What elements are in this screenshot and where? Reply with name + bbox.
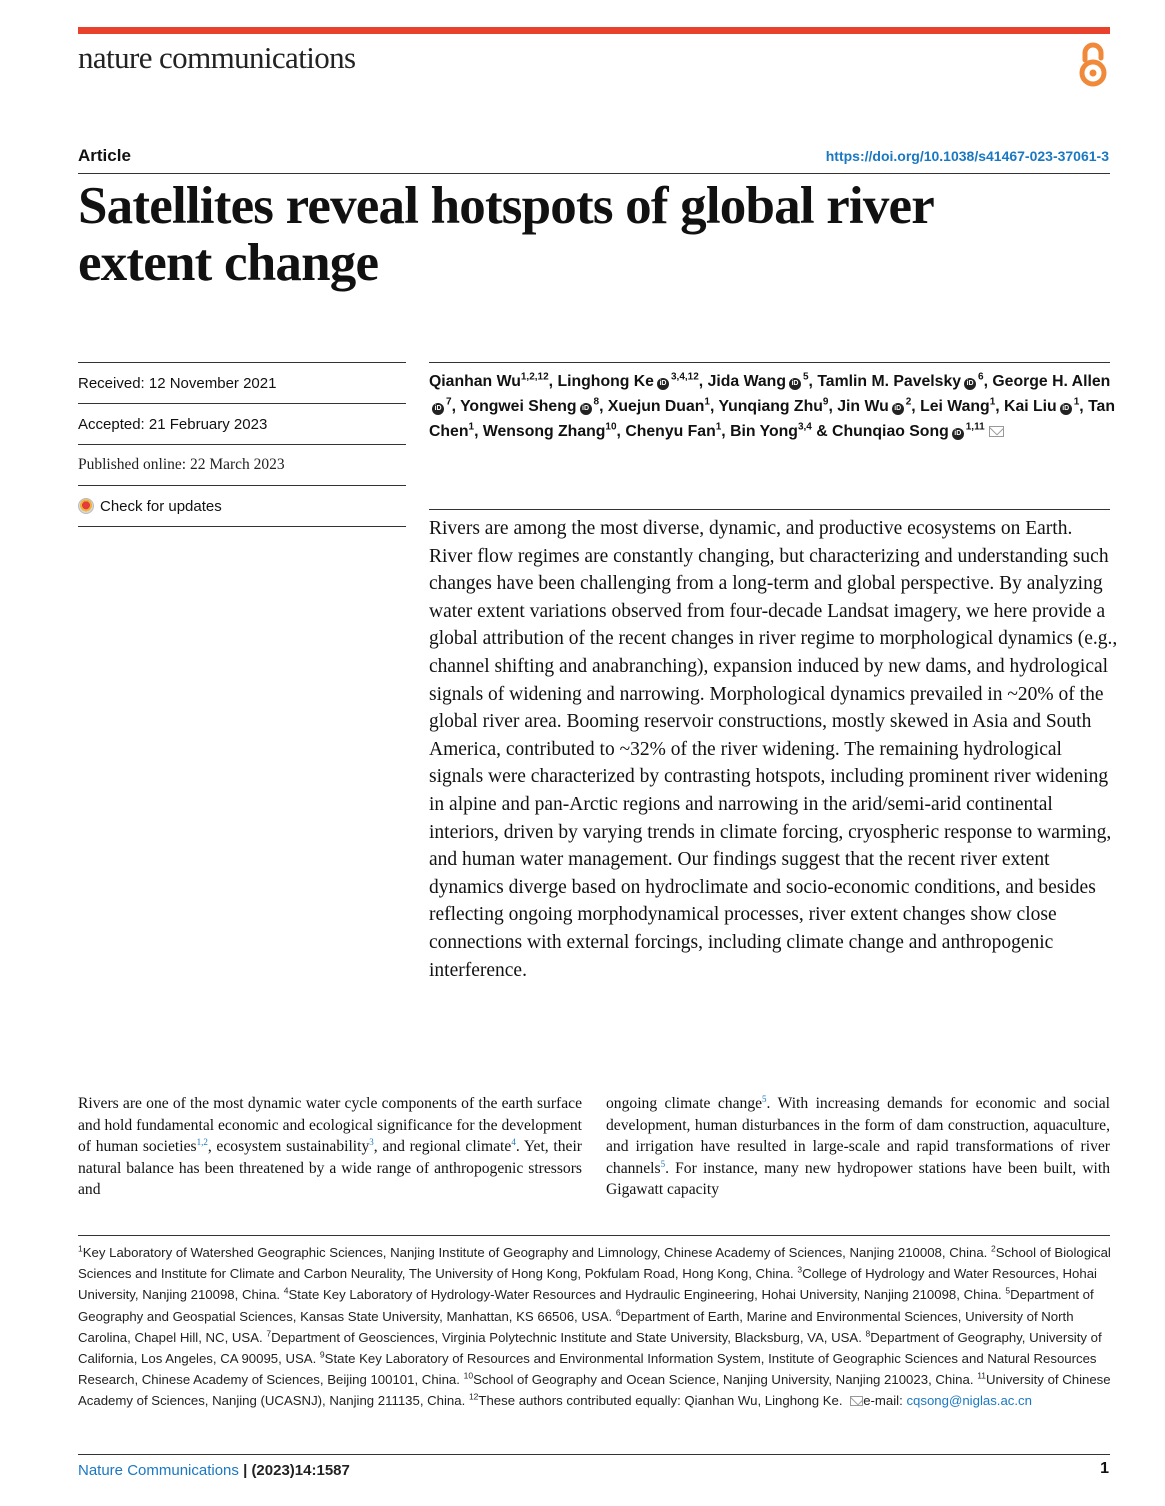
author-name[interactable]: Xuejun Duan	[607, 398, 705, 415]
affiliation-number: 9	[319, 1349, 325, 1360]
publication-dates-panel	[78, 362, 406, 527]
author-affiliation-marker: 1	[989, 396, 996, 408]
author-separator: ,	[721, 423, 731, 440]
body-text: . For instance, many new hydropower stations have been built, with Gigawatt capacity	[606, 1159, 1110, 1199]
author-affiliation-marker: 10	[605, 421, 617, 433]
footer-journal-link[interactable]: Nature Communications	[78, 1462, 239, 1479]
author-affiliation-marker: 2	[905, 396, 912, 408]
published-date: Published online: 22 March 2023	[78, 444, 406, 485]
received-date: Received: 12 November 2021	[78, 362, 406, 403]
footer-divider	[78, 1454, 1110, 1455]
footer-volume: | (2023)14:1587	[238, 1462, 350, 1479]
body-text: , ecosystem sustainability	[207, 1138, 370, 1156]
affiliation-text: Key Laboratory of Watershed Geographic Sciences, Nanjing Institute of Geography and Limnology, Chinese Academy of Sciences, Nanjing 210008, China.	[82, 1245, 992, 1260]
affiliation-text: Department of Geosciences, Virginia Polytechnic Institute and State University, Blacksburg, VA, USA.	[271, 1329, 866, 1345]
author-separator: &	[811, 423, 833, 440]
check-for-updates-button[interactable]	[78, 485, 406, 527]
author-name[interactable]: Wensong Zhang	[482, 423, 606, 440]
author-name[interactable]: Yunqiang Zhu	[718, 398, 823, 415]
orcid-icon[interactable]: iD	[789, 378, 801, 390]
affiliation-text: School of Geography and Ocean Science, Nanjing University, Nanjing 210023, China.	[473, 1372, 978, 1388]
affiliations-divider	[78, 1235, 1110, 1236]
article-type-label: Article	[78, 146, 131, 165]
author-affiliation-marker: 1,11	[965, 421, 985, 433]
author-name[interactable]: Linghong Ke	[557, 373, 654, 390]
author-separator: ,	[616, 423, 626, 440]
journal-name: nature communications	[78, 40, 356, 75]
body-text: . Yet, their natural balance has been threatened by a wide range of anthropogenic stressors and	[78, 1138, 582, 1199]
author-name[interactable]: Yongwei Sheng	[460, 398, 577, 415]
author-separator: ,	[995, 398, 1005, 415]
author-name[interactable]: Tan Chen	[429, 398, 1115, 440]
author-affiliation-marker: 5	[802, 371, 809, 383]
author-affiliation-marker: 9	[822, 396, 829, 408]
affiliation-number: 7	[266, 1328, 272, 1339]
body-text: Rivers are one of the most dynamic water cycle components of the earth surface and hold fundamental economic and ecological significance for the development of human societies	[78, 1095, 582, 1156]
author-separator: ,	[808, 373, 818, 390]
author-affiliation-marker: 1	[715, 421, 722, 433]
reference-citation[interactable]: 5	[660, 1158, 666, 1169]
body-column-2	[606, 1093, 1110, 1201]
affiliation-number: 8	[865, 1328, 871, 1339]
author-affiliation-marker: 1	[468, 421, 475, 433]
author-name[interactable]: Jin Wu	[837, 398, 889, 415]
title-divider	[78, 173, 1110, 174]
author-separator: ,	[709, 398, 719, 415]
orcid-icon[interactable]: iD	[1060, 403, 1072, 415]
footer-citation	[78, 1462, 350, 1479]
affiliation-text: College of Hydrology and Water Resources, Hohai University, Nanjing 210098, China.	[78, 1266, 1097, 1303]
reference-citation[interactable]: 4	[511, 1137, 516, 1147]
orcid-icon[interactable]: iD	[432, 403, 444, 415]
author-name[interactable]: Lei Wang	[920, 398, 990, 415]
affiliations	[78, 1242, 1118, 1412]
orcid-icon[interactable]: iD	[952, 428, 964, 440]
author-affiliation-marker: 7	[446, 396, 452, 408]
affiliation-number: 2	[991, 1243, 996, 1254]
page-number: 1	[1100, 1460, 1109, 1477]
author-separator: ,	[828, 398, 838, 415]
author-affiliation-marker: 1	[1073, 396, 1080, 408]
author-name[interactable]: George H. Allen	[992, 373, 1111, 390]
author-name[interactable]: Bin Yong	[730, 423, 798, 440]
authors-divider	[429, 362, 1110, 363]
affiliation-text: State Key Laboratory of Resources and Environmental Information System, Institute of Geographic Sciences and Natural Resources Research, Chinese Academy of Sciences, Beijing 100101, China.	[78, 1351, 1097, 1388]
body-text: , and regional climate	[373, 1138, 512, 1156]
author-affiliation-marker: 3,4	[797, 421, 812, 433]
affiliation-number: 5	[1005, 1286, 1011, 1297]
affiliation-number: 3	[797, 1264, 803, 1275]
orcid-icon[interactable]: iD	[892, 403, 904, 415]
orcid-icon[interactable]: iD	[580, 403, 592, 415]
author-separator: ,	[983, 373, 993, 390]
author-separator: ,	[1079, 398, 1089, 415]
email-label: e-mail:	[863, 1393, 907, 1409]
author-affiliation-marker: 3,4,12	[670, 371, 699, 383]
check-updates-icon	[78, 498, 94, 514]
author-separator: ,	[451, 398, 461, 415]
author-name[interactable]: Qianhan Wu	[429, 373, 521, 390]
author-affiliation-marker: 6	[978, 371, 984, 383]
email-link[interactable]: cqsong@niglas.ac.cn	[906, 1393, 1032, 1409]
author-affiliation-marker: 8	[593, 396, 600, 408]
title-line-1: Satellites reveal hotspots of global river	[78, 177, 934, 235]
accepted-date: Accepted: 21 February 2023	[78, 403, 406, 444]
affiliation-text: Department of Geography, University of California, Los Angeles, CA 90095, USA.	[78, 1329, 1102, 1367]
affiliation-text: These authors contributed equally: Qianhan Wu, Linghong Ke.	[478, 1393, 847, 1409]
author-name[interactable]: Jida Wang	[707, 373, 786, 390]
affiliation-number: 12	[468, 1392, 479, 1403]
author-affiliation-marker: 1,2,12	[520, 371, 549, 383]
author-affiliation-marker: 1	[704, 396, 710, 408]
author-name[interactable]: Chenyu Fan	[625, 423, 716, 440]
affiliation-text: School of Biological Sciences and Institute for Climate and Carbon Neurality, The University of Hong Kong, Pokfulam Road, Hong Kong, China.	[78, 1245, 1111, 1282]
check-for-updates-label: Check for updates	[100, 497, 222, 515]
affiliation-number: 10	[463, 1370, 474, 1381]
journal-accent-bar	[78, 27, 1110, 34]
email-icon[interactable]	[989, 426, 1004, 437]
email-icon	[850, 1396, 863, 1406]
author-separator: ,	[599, 398, 608, 415]
abstract: Rivers are among the most diverse, dynamic, and productive ecosystems on Earth. River flow regimes are constantly changing, but characterizing and understanding such changes have been challenging from a long-term and global perspective. By analyzing water extent variations observed from four-decade Landsat imagery, we here provide a global attribution of the recent changes in river regime to morphological dynamics (e.g., channel shifting and anabranching), expansion induced by new dams, and hydrological signals of widening and narrowing. Morphological dynamics prevailed in ~20% of the global river area. Booming reservoir constructions, mostly skewed in Asia and South America, contributed to ~32% of the river widening. The remaining hydrological signals were characterized by contrasting hotspots, including prominent river widening in alpine and pan-Arctic regions and narrowing in the arid/semi-arid continental interiors, driven by varying trends in climate forcing, cryospheric response to warming, and human water management. Our findings suggest that the recent river extent dynamics diverge based on hydroclimate and socio-economic conditions, and besides reflecting ongoing morphodynamical processes, river extent changes show close connections with external forcings, including climate change and anthropogenic interference.	[429, 518, 1118, 981]
affiliation-number: 1	[78, 1243, 83, 1254]
article-title	[78, 178, 1078, 292]
author-separator: ,	[548, 373, 558, 390]
affiliation-text: State Key Laboratory of Hydrology-Water Resources and Hydraulic Engineering, Hohai University, Nanjing 210098, China.	[288, 1287, 1006, 1303]
author-separator: ,	[911, 398, 921, 415]
author-list	[429, 369, 1119, 444]
affiliation-number: 4	[283, 1286, 289, 1297]
open-access-icon	[1076, 42, 1110, 88]
reference-citation[interactable]: 1,2	[196, 1137, 208, 1147]
doi-link[interactable]: https://doi.org/10.1038/s41467-023-37061-3	[825, 148, 1109, 164]
orcid-icon[interactable]: iD	[657, 378, 669, 390]
orcid-icon[interactable]: iD	[964, 378, 976, 390]
body-column-1	[78, 1093, 582, 1201]
affiliation-text: University of Chinese Academy of Sciences, Nanjing (UCASNJ), Nanjing 211135, China.	[78, 1372, 1111, 1409]
reference-citation[interactable]: 5	[762, 1093, 767, 1104]
abstract-divider	[429, 509, 1110, 510]
affiliation-text: Department of Geography and Geospatial Sciences, Kansas State University, Manhattan, KS 66506, USA.	[78, 1287, 1094, 1324]
affiliation-number: 11	[977, 1370, 987, 1381]
author-name[interactable]: Tamlin M. Pavelsky	[817, 373, 962, 390]
author-name[interactable]: Kai Liu	[1004, 398, 1057, 415]
body-text: . With increasing demands for economic and social development, human disturbances in the form of dam construction, aquaculture, and irrigation have resulted in large-scale and rapid transformations of river channels	[606, 1095, 1110, 1177]
affiliation-number: 6	[615, 1307, 621, 1318]
title-line-2: extent change	[78, 234, 379, 292]
reference-citation[interactable]: 3	[369, 1137, 374, 1147]
author-name[interactable]: Chunqiao Song	[832, 423, 949, 440]
body-text: ongoing climate change	[606, 1095, 763, 1112]
affiliation-text: Department of Earth, Marine and Environmental Sciences, University of North Carolina, Chapel Hill, NC, USA.	[78, 1308, 1074, 1345]
author-separator: ,	[698, 373, 708, 390]
author-separator: ,	[474, 423, 483, 440]
